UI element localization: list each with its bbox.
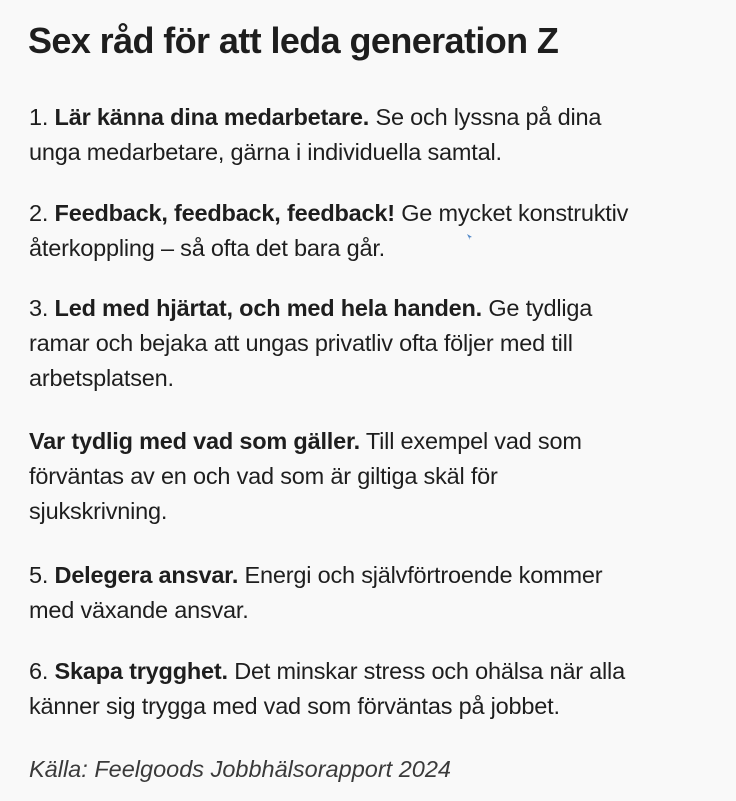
tip-text: unga medarbetare, gärna i individuella samtal. xyxy=(29,139,502,165)
tip-heading: Skapa trygghet. xyxy=(54,658,228,684)
tip-1 xyxy=(29,100,719,170)
tip-text: Ge mycket konstruktiv xyxy=(401,200,629,226)
tip-text: Till exempel vad som xyxy=(365,428,582,454)
tip-text: ramar och bejaka att ungas privatliv ofta följer med till xyxy=(29,330,573,356)
tip-heading: Delegera ansvar. xyxy=(54,562,239,588)
tip-text: Energi och självförtroende kommer xyxy=(244,562,603,588)
tip-text: med växande ansvar. xyxy=(29,597,249,623)
tip-number: 1. xyxy=(29,104,49,130)
tip-text: förväntas av en och vad som är giltiga skäl för xyxy=(29,463,498,489)
tip-text: Se och lyssna på dina xyxy=(375,104,602,130)
tip-heading: Lär känna dina medarbetare. xyxy=(54,104,370,130)
tip-text: sjukskrivning. xyxy=(29,498,168,524)
tip-5 xyxy=(29,558,719,628)
tip-heading: Var tydlig med vad som gäller. xyxy=(29,428,360,454)
cursor-icon xyxy=(466,233,474,241)
page-title: Sex råd för att leda generation Z xyxy=(28,20,559,61)
tip-text: Det minskar stress och ohälsa när alla xyxy=(234,658,625,684)
tip-text: Ge tydliga xyxy=(488,295,593,321)
source-citation: Källa: Feelgoods Jobbhälsorapport 2024 xyxy=(29,756,451,782)
tip-heading: Feedback, feedback, feedback! xyxy=(54,200,395,226)
tip-text: arbetsplatsen. xyxy=(29,365,174,391)
tip-3 xyxy=(29,291,719,396)
tip-4 xyxy=(29,424,719,529)
tip-6 xyxy=(29,654,719,724)
tip-text: återkoppling – så ofta det bara går. xyxy=(29,235,385,261)
tip-number: 2. xyxy=(29,200,49,226)
tip-heading: Led med hjärtat, och med hela handen. xyxy=(54,295,482,321)
tip-number: 6. xyxy=(29,658,49,684)
tip-2 xyxy=(29,196,719,266)
tip-number: 5. xyxy=(29,562,49,588)
tip-number: 3. xyxy=(29,295,49,321)
tip-text: känner sig trygga med vad som förväntas på jobbet. xyxy=(29,693,560,719)
